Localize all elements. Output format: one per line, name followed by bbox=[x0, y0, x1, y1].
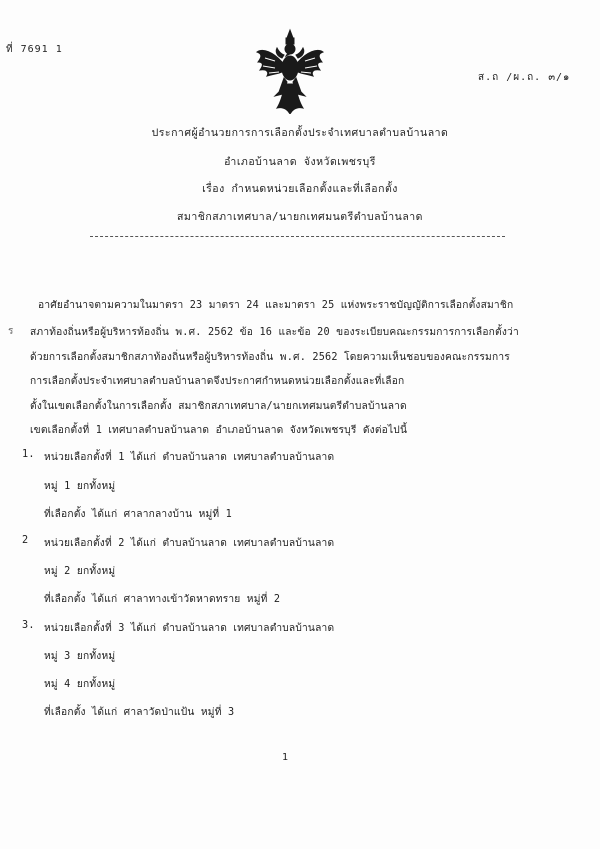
divider bbox=[90, 236, 505, 237]
garuda-emblem-icon bbox=[255, 28, 325, 114]
reference-code: ส.ถ /ผ.ถ. ๓/๑ bbox=[478, 72, 571, 83]
subject-detail: สมาชิกสภาเทศบาล/นายกเทศมนตรีตำบลบ้านลาด bbox=[177, 211, 423, 223]
body-line: ด้วยการเลือกตั้งสมาชิกสภาท้องถิ่นหรือผู้บริหารท้องถิ่น พ.ศ. 2562 โดยความเห็นชอบของคณะกรรมการ bbox=[30, 352, 510, 363]
subject-line: เรื่อง กำหนดหน่วยเลือกตั้งและที่เลือกตั้ง bbox=[202, 183, 398, 195]
unit-place: ที่เลือกตั้ง ได้แก่ ศาลาทางเข้าวัดหาดทราย หมู่ที่ 2 bbox=[44, 594, 281, 605]
document-number: ที่ 7691 1 bbox=[6, 44, 63, 55]
district-province: อำเภอบ้านลาด จังหวัดเพชรบุรี bbox=[224, 156, 376, 168]
unit-title: หน่วยเลือกตั้งที่ 2 ได้แก่ ตำบลบ้านลาด เทศบาลตำบลบ้านลาด bbox=[44, 538, 335, 549]
body-line: สภาท้องถิ่นหรือผู้บริหารท้องถิ่น พ.ศ. 2562 ข้อ 16 และข้อ 20 ของระเบียบคณะกรรมการการเลือกตั้งว่า bbox=[30, 327, 519, 338]
unit-title: หน่วยเลือกตั้งที่ 3 ได้แก่ ตำบลบ้านลาด เทศบาลตำบลบ้านลาด bbox=[44, 623, 335, 634]
unit-number: 3. bbox=[22, 620, 35, 631]
unit-place: ที่เลือกตั้ง ได้แก่ ศาลาวัดป่าแป้น หมู่ที่ 3 bbox=[44, 707, 235, 718]
unit-village: หมู่ 3 ยกทั้งหมู่ bbox=[44, 651, 116, 662]
margin-mark: ร bbox=[8, 326, 14, 337]
unit-number: 1. bbox=[22, 449, 35, 460]
body-line: การเลือกตั้งประจำเทศบาลตำบลบ้านลาดจึงประกาศกำหนดหน่วยเลือกตั้งและที่เลือก bbox=[30, 376, 405, 387]
body-line: เขตเลือกตั้งที่ 1 เทศบาลตำบลบ้านลาด อำเภอบ้านลาด จังหวัดเพชรบุรี ดังต่อไปนี้ bbox=[30, 425, 408, 436]
body-line: อาศัยอำนาจตามความในมาตรา 23 มาตรา 24 และมาตรา 25 แห่งพระราชบัญญัติการเลือกตั้งสมาชิก bbox=[38, 300, 514, 311]
page-number: 1 bbox=[282, 752, 289, 763]
unit-place: ที่เลือกตั้ง ได้แก่ ศาลากลางบ้าน หมู่ที่ 1 bbox=[44, 509, 233, 520]
unit-village: หมู่ 1 ยกทั้งหมู่ bbox=[44, 481, 116, 492]
unit-number: 2 bbox=[22, 535, 29, 546]
body-line: ตั้งในเขตเลือกตั้งในการเลือกตั้ง สมาชิกสภาเทศบาล/นายกเทศมนตรีตำบลบ้านลาด bbox=[30, 401, 407, 412]
unit-village: หมู่ 2 ยกทั้งหมู่ bbox=[44, 566, 116, 577]
announcement-title: ประกาศผู้อำนวยการการเลือกตั้งประจำเทศบาลตำบลบ้านลาด bbox=[151, 127, 449, 139]
unit-title: หน่วยเลือกตั้งที่ 1 ได้แก่ ตำบลบ้านลาด เทศบาลตำบลบ้านลาด bbox=[44, 452, 335, 463]
unit-village: หมู่ 4 ยกทั้งหมู่ bbox=[44, 679, 116, 690]
